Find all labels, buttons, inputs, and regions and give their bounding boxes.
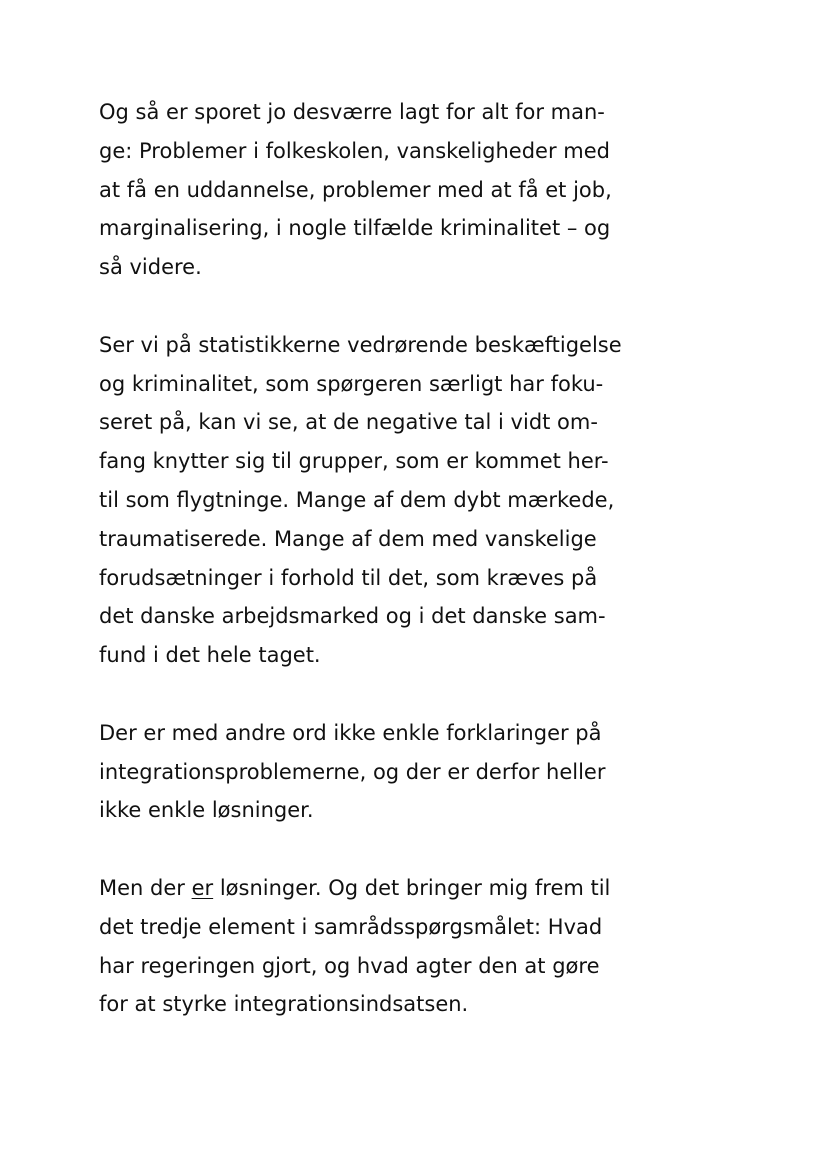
- text-line: at få en uddannelse, problemer med at få et job,: [99, 177, 612, 202]
- text-segment: Men der: [99, 875, 192, 900]
- paragraph-2: [99, 326, 659, 675]
- paragraph-4: [99, 869, 659, 1024]
- document-body: [99, 93, 659, 1063]
- text-line: Der er med andre ord ikke enkle forklaringer på: [99, 720, 602, 745]
- text-line: ikke enkle løsninger.: [99, 798, 314, 823]
- text-line: så videre.: [99, 255, 202, 280]
- text-line: seret på, kan vi se, at de negative tal i vidt om-: [99, 410, 598, 435]
- text-line: forudsætninger i forhold til det, som kræves på: [99, 565, 598, 590]
- text-line: [99, 869, 659, 908]
- text-line: Og så er sporet jo desværre lagt for alt for man-: [99, 100, 605, 124]
- text-line: marginalisering, i nogle tilfælde kriminalitet – og: [99, 216, 611, 241]
- text-line: det danske arbejdsmarked og i det danske sam-: [99, 604, 606, 629]
- text-line: integrationsproblemerne, og der er derfor heller: [99, 759, 606, 784]
- text-line: og kriminalitet, som spørgeren særligt har foku-: [99, 371, 604, 396]
- paragraph-3: [99, 714, 659, 830]
- text-line: fund i det hele taget.: [99, 643, 321, 668]
- text-segment: løsninger. Og det bringer mig frem til: [213, 875, 611, 900]
- text-line: traumatiserede. Mange af dem med vanskelige: [99, 526, 597, 551]
- text-line: Ser vi på statistikkerne vedrørende beskæftigelse: [99, 332, 622, 357]
- text-line: fang knytter sig til grupper, som er kommet her-: [99, 449, 609, 474]
- text-line: til som flygtninge. Mange af dem dybt mærkede,: [99, 487, 615, 512]
- underlined-word: er: [191, 875, 214, 900]
- text-line: det tredje element i samrådsspørgsmålet: Hvad: [99, 914, 603, 939]
- text-line: for at styrke integrationsindsatsen.: [99, 992, 469, 1017]
- paragraph-1: [99, 93, 659, 287]
- text-line: ge: Problemer i folkeskolen, vanskeligheder med: [99, 138, 610, 163]
- text-line: har regeringen gjort, og hvad agter den at gøre: [99, 953, 600, 978]
